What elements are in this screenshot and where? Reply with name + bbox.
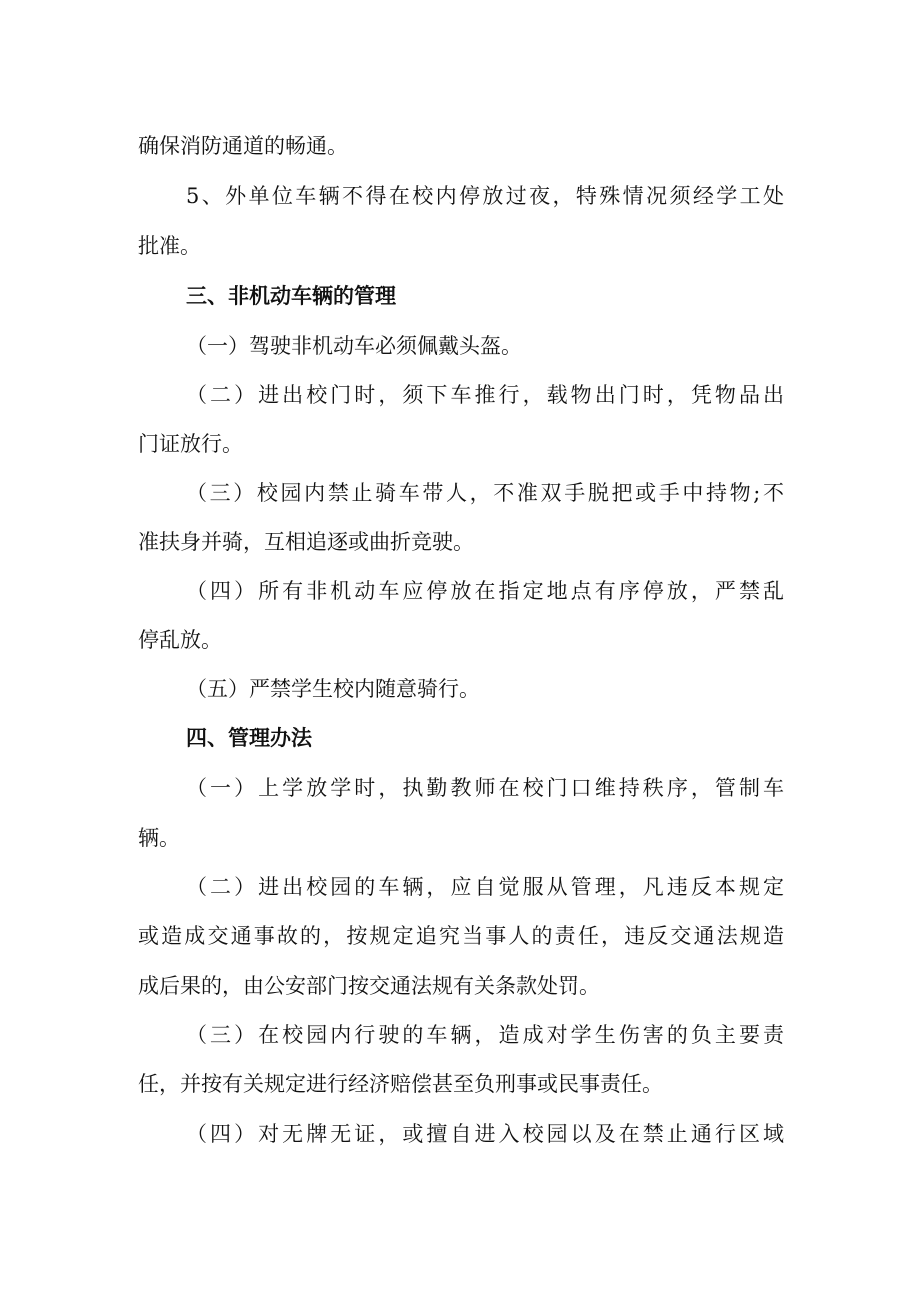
section-heading-3: 三、非机动车辆的管理 [186, 284, 396, 308]
body-line-21: （四）对无牌无证，或擅自进入校园以及在禁止通行区域 [186, 1122, 784, 1146]
body-line-5: （一）驾驶非机动车必须佩戴头盔。 [186, 334, 522, 358]
body-line-10: （四）所有非机动车应停放在指定地点有序停放，严禁乱 [186, 579, 784, 603]
body-line-14: （一）上学放学时，执勤教师在校门口维持秩序，管制车 [186, 776, 784, 800]
section-heading-4: 四、管理办法 [186, 726, 312, 750]
body-line-6: （二）进出校门时，须下车推行，载物出门时，凭物品出 [186, 383, 784, 407]
body-line-3: 批准。 [138, 234, 201, 258]
body-line-17: 或造成交通事故的，按规定追究当事人的责任，违反交通法规造 [138, 924, 784, 948]
body-line-16: （二）进出校园的车辆，应自觉服从管理，凡违反本规定 [186, 875, 784, 899]
body-line-2: 5、外单位车辆不得在校内停放过夜，特殊情况须经学工处 [186, 184, 784, 208]
body-line-8: （三）校园内禁止骑车带人，不准双手脱把或手中持物;不 [186, 481, 784, 505]
body-line-9: 准扶身并骑，互相追逐或曲折竞驶。 [138, 530, 474, 554]
body-line-11: 停乱放。 [138, 628, 222, 652]
body-line-12: （五）严禁学生校内随意骑行。 [186, 677, 480, 701]
body-line-19: （三）在校园内行驶的车辆，造成对学生伤害的负主要责 [186, 1023, 784, 1047]
body-line-20: 任，并按有关规定进行经济赔偿甚至负刑事或民事责任。 [138, 1072, 663, 1096]
body-line-7: 门证放行。 [138, 432, 243, 456]
body-line-1: 确保消防通道的畅通。 [138, 134, 348, 158]
body-line-15: 辆。 [138, 826, 180, 850]
body-line-18: 成后果的，由公安部门按交通法规有关条款处罚。 [138, 974, 600, 998]
